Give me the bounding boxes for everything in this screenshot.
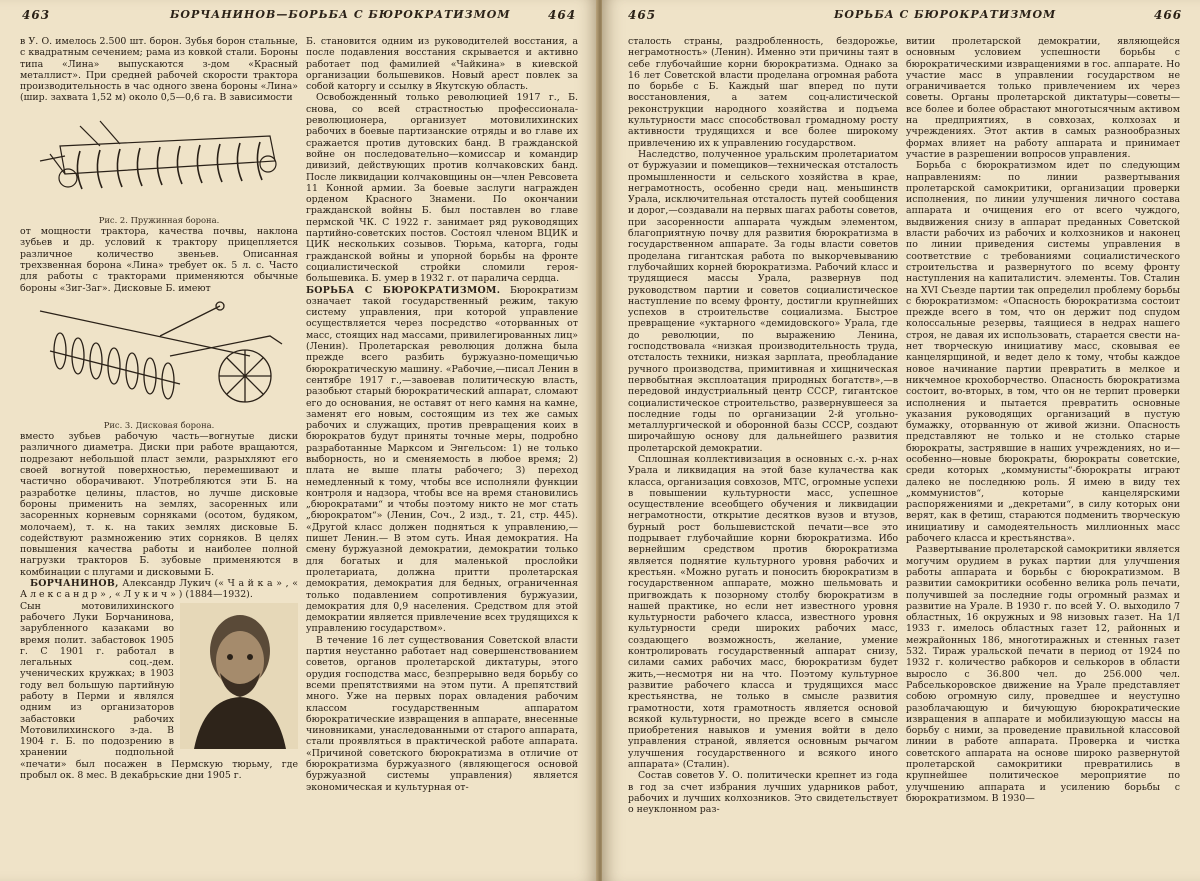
page-number-466: 466: [1154, 8, 1183, 22]
spring-harrow-illustration: [20, 106, 298, 211]
page-number-464: 464: [548, 8, 577, 22]
figure-3-caption: Рис. 3. Дисковая борона.: [103, 419, 215, 430]
borchaninov-portrait: [180, 603, 298, 749]
left-header-title: БОРЧАНИНОВ—БОРЬБА С БЮРОКРАТИЗМОМ: [170, 8, 511, 21]
col3-paragraph-2: Наследство, полученное уральским пролетариатом от буржуазии и помещиков—техническая отсталость промышленности и сельского хозяйства в крае, неграмотность, особенно среди нац. меньшинств Урала, исключительная отсталость путей сообщения и дорог,—создавали на первых шагах работы советов, при засоренности аппарата чуждым элементом, благоприятную почву для развития бюрократизма в государственном аппарате. За годы власти советов проделана гигантская работа по выкорчевыванию глубочайших корней бюрократизма. Рабочий класс и трудящиеся массы Урала, развернув под руководством партии и советов социалистическое наступление по всему фронту, достигли крупнейших успехов в строительстве социализма. Быстрое превращение «уктарного «демидовского» Урала, где до революции, по выражению Ленина, господствовала «низкая производительность труда, отсталость техники, низкая зарплата, преобладание ручного производства, примитивная и хищническая первобытная эксплоатация природных богатств»,—в передовой индустриальный центр СССР, гигантское социалистическое строительство, развернувшееся за последние годы по организации 2-й угольно-металлургической и оборонной базы СССР, создают широчайшую основу для дальнейшего развития пролетарской демократии.: [628, 148, 898, 454]
right-running-header: [602, 8, 1200, 24]
borchaninov-entry: [20, 578, 298, 781]
col2-paragraph-1: Б. становится одним из руководителей восстания, а после подавления восстания скрывается и активно работает под фамилией «Чайкина» в киевской организации большевиков. Новый арест повлек за собой каторгу и ссылку в Якутскую область.: [306, 36, 578, 93]
col1-paragraph-2: от мощности трактора, качества почвы, наклона зубьев и др. условий к трактору прицепляется различное количество звеньев. Описанная трехзвенная борона «Лина» требует ок. 5 л. с. Часто для работы с тракторами применяются обычные бороны «Зиг-Заг». Дисковые Б. имеют: [20, 226, 298, 294]
col3-paragraph-1: сталость страны, раздробленность, бездорожье, неграмотность» (Ленин). Именно эти причины таят в себе глубочайшие корни бюрократизма. Однако за 16 лет Советской власти проделана огромная работа по борьбе с Б. Каждый шаг вперед по пути восстановления, а затем соц-алистической реконструкции народного хозяйства и подъема культурности масс способствовал громадному росту активности трудящихся и все более широкому привлечению их к управлению государством.: [628, 36, 898, 149]
borchaninov-biography: Сын мотовилихинского рабочего Луки Борчанинова, зарубленного казаками во время полит. забастовок 1905 г. С 1901 г. работал в легальных соц.-дем. ученических кружках; в 1903 году вел большую партийную работу в Перми и являлся одним из организаторов забастовки рабочих Мотовилихинского з-да. В 1904 г. Б. по подозрению в хранении подпольной «печати» был посажен в Пермскую тюрьму, где пробыл ок. 8 мес. В декабрьские дни 1905 г.: [20, 600, 298, 782]
col2-paragraph-2: Освобожденный только революцией 1917 г., Б. снова, со всей страстностью профессионала-революционера, организует мотовилихинских рабочих в боевые партизанские отряды и во главе их сражается против дутовских банд. В гражданской войне он последовательно—комиссар и командир дивизий, действующих против колчаковских банд. После ликвидации колчаковщины он—член Ревсовета 11 Конной армии. За боевые заслуги награжден орденом Красного Знамени. По окончании гражданской войны Б. был поставлен во главе пермской ЧК. С 1922 г. занимает ряд руководящих партийно-советских постов. Состоял членом ВЦИК и ЦИК нескольких созывов. Тюрьма, каторга, годы гражданской войны и упорной борьбы на фронте социалистической стройки сломили героя-большевика. Б. умер в 1932 г. от паралича сердца.: [306, 92, 578, 285]
left-running-header: [0, 8, 598, 24]
right-page: [602, 0, 1200, 881]
col3-paragraph-4: Состав советов У. О. политически крепнет из года в год за счет избрания лучших ударников работ, рабочих и лучших колхозников. Это свидетельствует о неуклонном раз-: [628, 770, 898, 816]
col4-paragraph-3: Развертывание пролетарской самокритики является могучим орудием в руках партии для улучшения работы аппарата и борьбы с бюрократизмом. В развитии самокритики особенно велика роль печати, получившей за последние годы огромный размах и развитие на Урале. В 1930 г. по всей У. О. выходило 7 областных, 16 окружных и 98 низовых газет. На 1/I 1933 г. имелось областных газет 12, районных и межрайонных 186, многотиражных и стенных газет 532. Тираж уральской печати в период от 1924 по 1932 г. количество рабкоров и селькоров в области выросло с 36.800 чел. до 256.000 чел. Рабселькоровское движение на Урале представляет собою огромную силу, проведшее и неуступно разоблачающую и бичующую бюрократические извращения в аппарате и мобилизующую массы на борьбу с ними, за проведение правильной классовой линии в работе аппарата. Проверка и чистка советского аппарата на основе широко развернутой пролетарской самокритики превратились в крупнейшее политическое мероприятие по улучшению аппарата и усилению борьбы с бюрократизмом. В 1930—: [906, 544, 1180, 804]
col1-paragraph-3: вместо зубьев рабочую часть—вогнутые диски различного диаметра. Диски при работе вращаются, подрезают небольшой пласт земли, разрыхляют его своей вогнутой поверхностью, перемешивают и частично оборачивают. Употребляются эти Б. на разработке целины, пластов, но лучше дисковые бороны применить на землях, засоренных или засоренных корневым сорняками (осотом, будяком, молочаем), т. к. на таких землях дисковые Б. содействуют размножению этих сорняков. В целях повышения качества работы и наиболее полной нагрузки тракторов Б. зубовые применяются в комбинации с плугами и дисковыми Б.: [20, 431, 298, 578]
right-header-title: БОРЬБА С БЮРОКРАТИЗМОМ: [834, 8, 1057, 21]
borchaninov-headword: БОРЧАНИНОВ,: [30, 578, 119, 590]
borchaninov-name: Александр Лукич (« Ч а й к а » , « А л е к с а н д р » , « Л у к и ч » ) (1884—1932).: [20, 578, 298, 601]
col4-paragraph-2: Борьба с бюрократизмом идет по следующим направлениям: по линии развертывания пролетарской самокритики, организации проверки исполнения, по линии улучшения личного состава аппарата и очищения его от всего чуждого, выдвижения снизу в аппарат преданных Советской власти рабочих из рабочих и колхозников и наконец по линии приведения системы управления в соответствие с требованиями социалистического строительства и развернутого по всему фронту наступления на капиталистич. элементы. Тов. Сталин на XVI Съезде партии так определил проблему борьбы с бюрократизмом: «Опасность бюрократизма состоит прежде всего в том, что он держит под спудом колоссальные резервы, таящиеся в недрах нашего строя, не давая их использовать, старается свести на-нет творческую инициативу масс, сковывая ее канцелярщиной, и ведет дело к тому, чтобы каждое новое начинание партии превратить в мелкое и никчемное крохоборчество. Опасность бюрократизма состоит, во-вторых, в том, что он не терпит проверки исполнения и пытается превратить основные указания руководящих организаций в пустую бумажку, оторванную от живой жизни. Опасность представляют не только и не столько старые бюрократы, застрявшие в наших учреждениях, но и—особенно—новые бюрократы, бюрократы советские, среди которых „коммунисты“-бюрократы играют далеко не последнюю роль. Я имею в виду тех „коммунистов“, которые канцелярскими распоряжениями и „декретами“, в силу которых они верят, как в фетиш, стараются подменить творческую инициативу и самодеятельность миллионных масс рабочего класса и крестьянства».: [906, 160, 1180, 545]
column-4: [906, 36, 1180, 876]
disc-harrow-illustration: [20, 296, 298, 416]
col3-paragraph-3: Сплошная коллективизация в основных с.-х. р-нах Урала и ликвидация на этой базе кулачества как класса, организация совхозов, МТС, огромные успехи в повышении культурности масс, успешное осуществление всеобщего обучения и ликвидации неграмотности, открытие десятков вузов и втузов, бурный рост большевистской печати—все это подрывает глубочайшие корни бюрократизма. Ибо вернейшим средством против бюрократизма является поднятие культурного уровня рабочих и крестьян. «Можно ругать и поносить бюрократизм в государственном аппарате, можно шельмовать и пригвождать к позорному столбу бюрократизм в нашей практике, но если нет известного уровня культурности рабочего класса, известного уровня культурности среди широких рабочих масс, создающего возможность, желание, умение контролировать государственный аппарат снизу, силами самих рабочих масс, бюрократизм будет жить,—несмотря ни на что. Поэтому культурное развитие рабочего класса и трудящихся масс крестьянства, не только в смысле развития грамотности, хотя грамотность является основой всякой культурности, но прежде всего в смысле приобретения навыков и умения войти в дело управления страной, является основным рычагом улучшения государственного и всякого иного аппарата» (Сталин).: [628, 453, 898, 770]
figure-disc-harrow: [20, 296, 298, 416]
col2-paragraph-3: Бюрократизм означает такой государственный режим, такую систему управления, при которой управление осуществляется через посредство «оторванных от масс, стоящих над массами, привилегированных лиц» (Ленин). Пролетарская революция должна была прежде всего разбить буржуазно-помещичью бюрократическую машину. «Рабочие,—писал Ленин в сентябре 1917 г.,—завоевав политическую власть, разобьют старый бюрократический аппарат, сломают его до основания, не оставят от него камня на камне, заменят его новым, состоящим из тех же самых рабочих и служащих, против превращения коих в бюрократов будут приняты точные меры, подробно разработанные Марксом и Энгельсом: 1) не только выборность, но и сменяемость в любое время; 2) плата не выше платы рабочего; 3) переход немедленный к тому, чтобы все исполняли функции контроля и надзора, чтобы все на время становились „бюрократами“ и чтобы поэтому никто не мог стать „бюрократом“» (Ленин, Соч., 2 изд., т. 21, стр. 445). «Другой класс должен подняться к управлению,—пишет Ленин.— В этом суть. Иная демократия. На смену буржуазной демократии, демократии только для богатых и для маленькой прослойки пролетариата, должна притти пролетарская демократия, демократия для бедных, ограниченная только подавлением сопротивления буржуазии, демократия для 0,9 населения. Средством для этой демократии является привлечение всех трудящихся к управлению государством».: [306, 284, 578, 635]
column-1: [20, 36, 298, 876]
figure-2-caption: Рис. 2. Пружинная борона.: [98, 214, 220, 225]
column-2: [306, 36, 578, 876]
article-headword: БОРЬБА С БЮРОКРАТИЗМОМ.: [306, 284, 501, 296]
left-page: [0, 0, 598, 881]
page-number-465: 465: [628, 8, 657, 22]
figure-spring-harrow: [20, 106, 298, 211]
col2-paragraph-4: В течение 16 лет существования Советской власти партия неустанно работает над совершенствованием советов, органов пролетарской диктатуры, этого орудия господства масс, безпрерывно ведя борьбу со всеми препятствиями на этом пути. А препятствий много. Уже на первых порах овладения рабочим классом государственным аппаратом бюрократические извращения в аппарате, внесенные чиновниками, унаследованными от старого аппарата, стали проявляться в практической работе аппарата. «Причиной советского бюрократизма в отличие от бюрократизма буржуазного (являющегося основой буржуазной системы управления) является экономическая и культурная от-: [306, 634, 578, 793]
col4-paragraph-1: витии пролетарской демократии, являющейся основным условием успешности борьбы с бюрократическими извращениями в гос. аппарате. Но участие масс в управлении государством не ограничивается только привлечением их через советы. Органы пролетарской диктатуры—советы—все более и более обрастают многотысячным активом на предприятиях, в совхозах, колхозах и учреждениях. Этот актив в самых разнообразных формах влияет на работу аппарата и принимает участие в разрешении вопросов управления.: [906, 36, 1180, 160]
col1-paragraph-1: в У. О. имелось 2.500 шт. борон. Зубья борон стальные, с квадратным сечением; рама из ковкой стали. Бороны типа «Лина» выпускаются з-дом «Красный металлист». При средней рабочей скорости трактора производительность в час одного звена бороны «Лина» (шир. захвата 1,52 м) около 0,5—0,6 га. В зависимости: [20, 36, 298, 104]
column-3: [628, 36, 898, 876]
page-number-463: 463: [22, 8, 51, 22]
